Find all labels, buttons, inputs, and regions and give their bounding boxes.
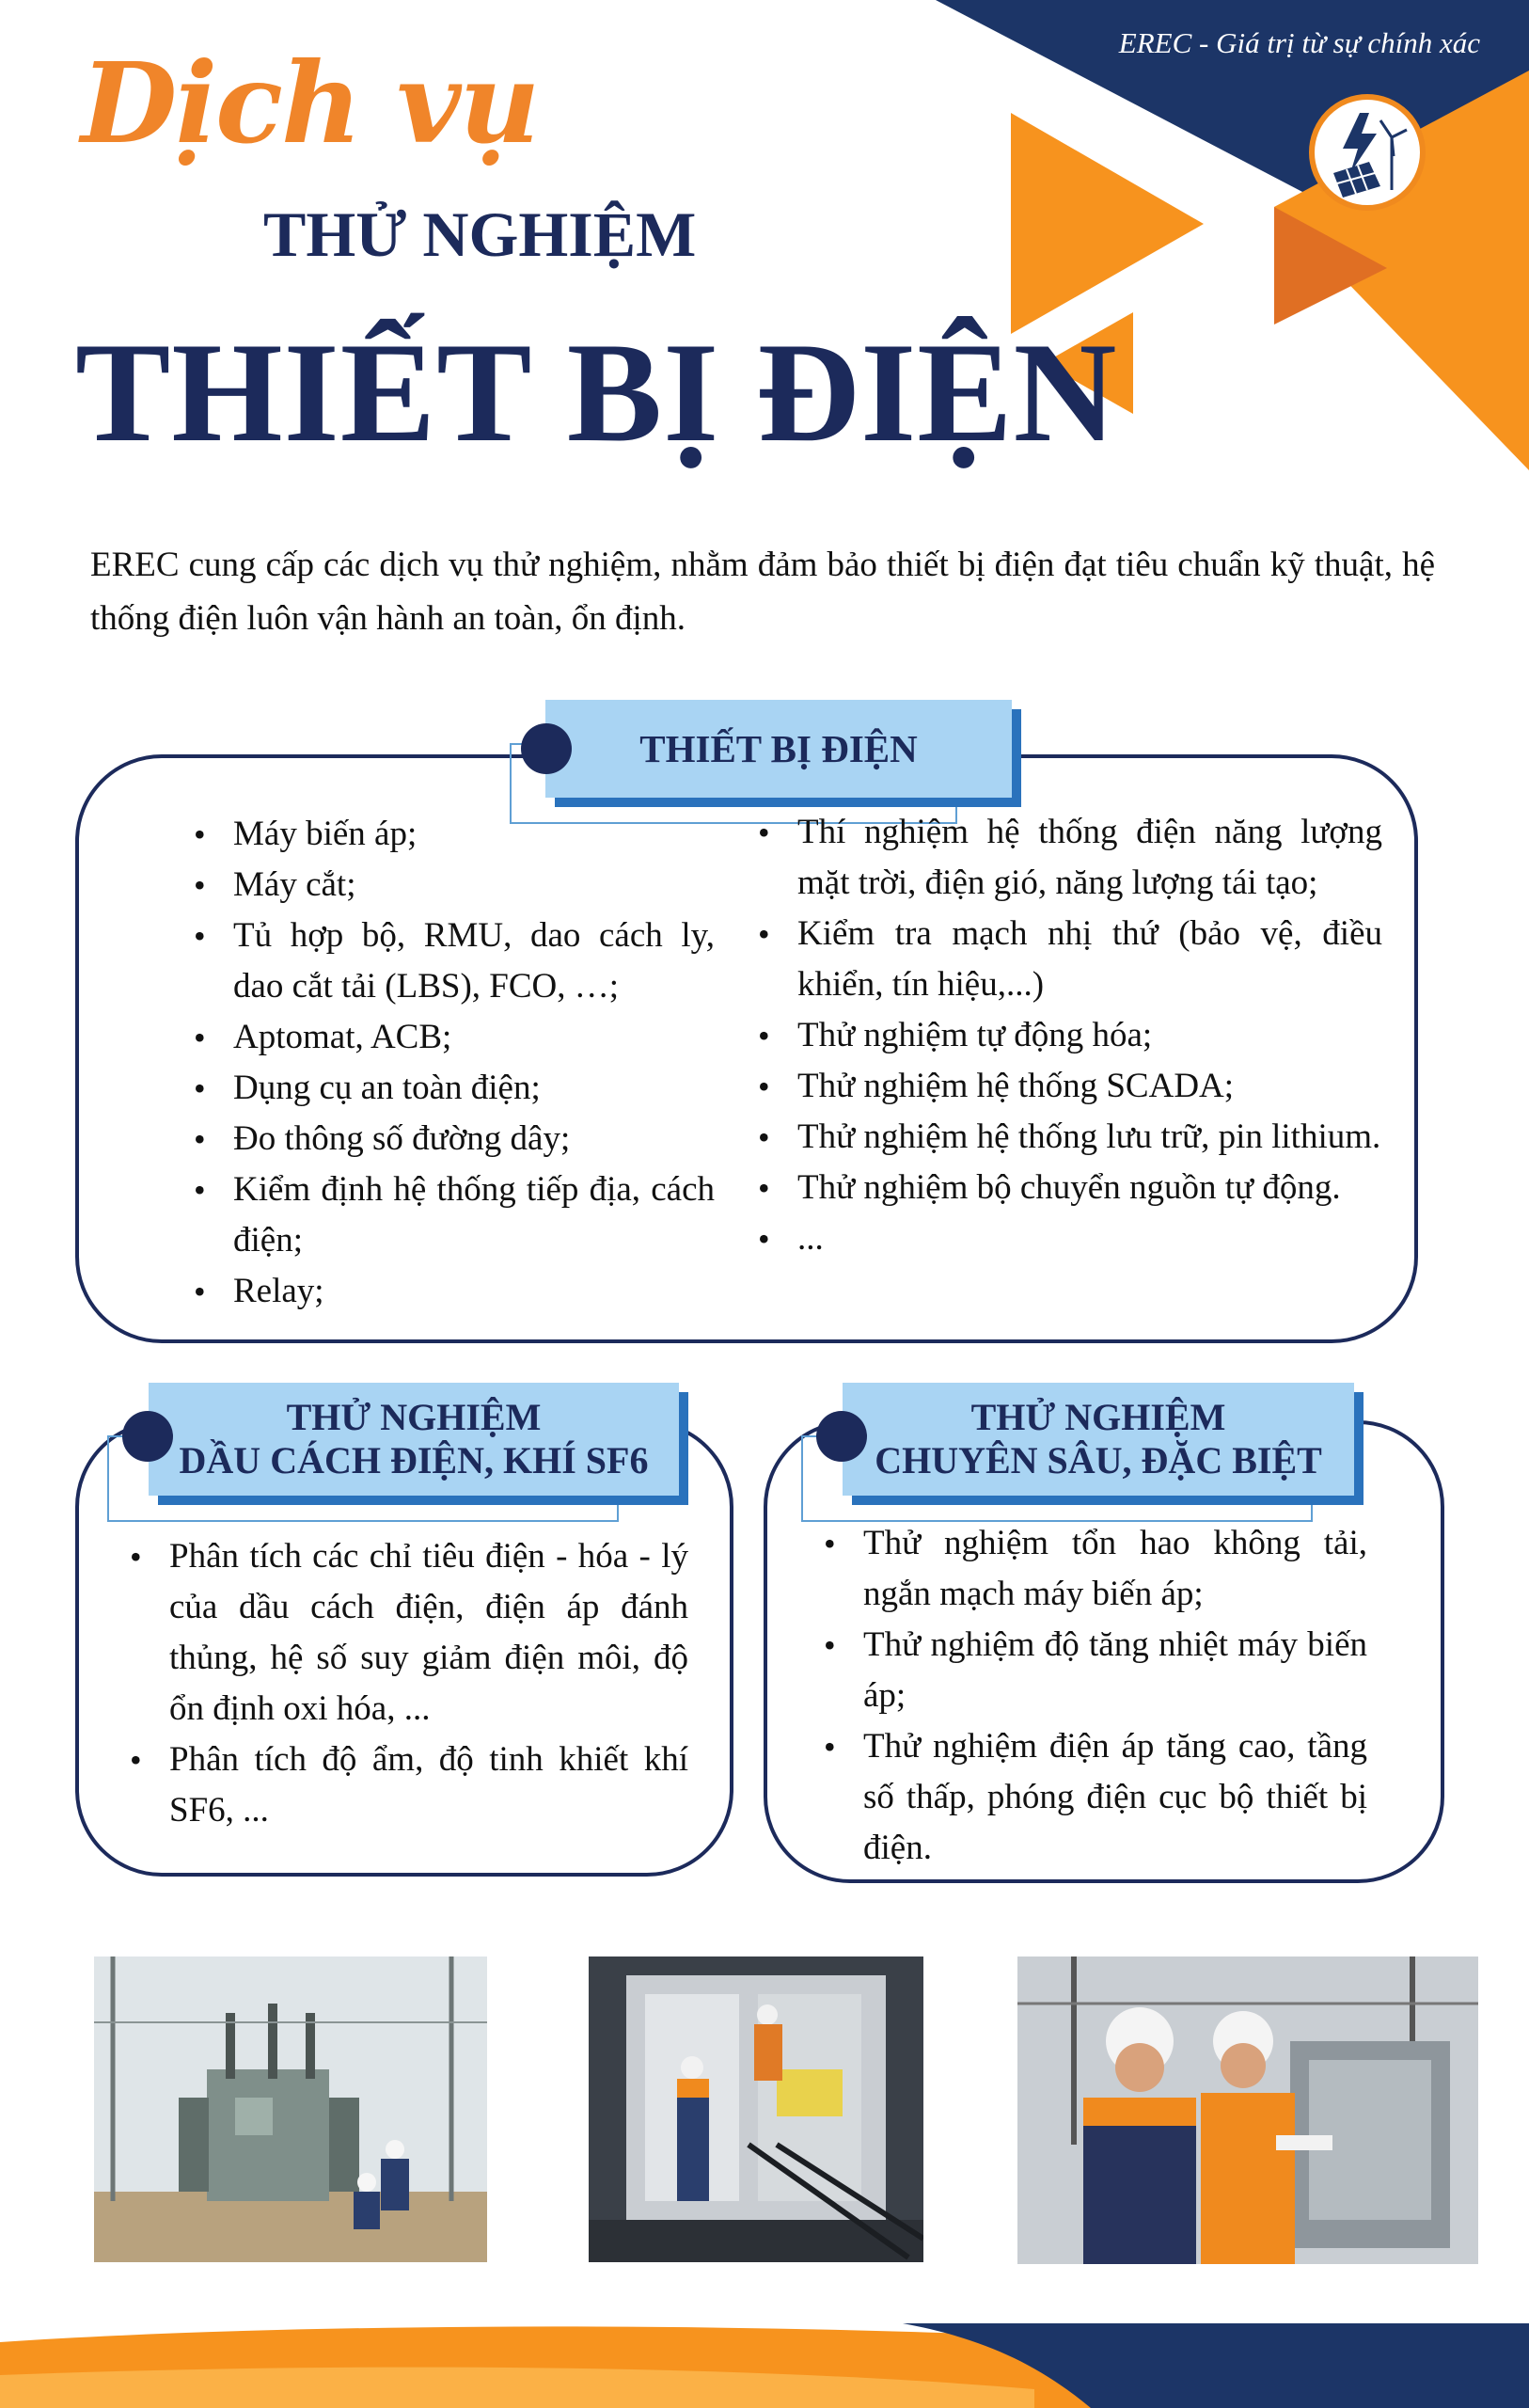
special-title-dot [816,1411,867,1462]
equipment-list-item: • Kiểm tra mạch nhị thứ (bảo vệ, điều khiển, tín hiệu,...) [752,909,1382,1010]
equipment-title-dot [521,723,572,774]
oil-list [124,1531,688,1836]
equipment-section-title: THIẾT BỊ ĐIỆN [545,700,1012,798]
special-title-line2: CHUYÊN SÂU, ĐẶC BIỆT [875,1439,1322,1481]
oil-title-line1: THỬ NGHIỆM [286,1396,542,1438]
erec-logo-icon [1309,94,1426,211]
oil-section-title [149,1383,679,1496]
equipment-list-item: • Máy biến áp; [188,809,715,860]
oil-list-item: • Phân tích độ ẩm, độ tinh khiết khí SF6, ... [124,1735,688,1836]
equipment-list-item: • Thử nghiệm hệ thống SCADA; [752,1061,1382,1112]
slogan: EREC - Giá trị từ sự chính xác [1118,26,1480,59]
special-list-item: • Thử nghiệm điện áp tăng cao, tầng số thấp, phóng điện cục bộ thiết bị điện. [818,1721,1367,1874]
equipment-list-item: • Kiểm định hệ thống tiếp địa, cách điện; [188,1164,715,1266]
equipment-list-item: • Relay; [188,1266,715,1317]
oil-list-item: • Phân tích các chỉ tiêu điện - hóa - lý của dầu cách điện, điện áp đánh thủng, hệ số suy giảm điện môi, độ ổn định oxi hóa, ... [124,1531,688,1735]
subtitle: THỬ NGHIỆM [263,198,697,270]
equipment-list-item: • ... [752,1213,1382,1264]
special-section-title [843,1383,1354,1496]
equipment-list-item: • Dụng cụ an toàn điện; [188,1063,715,1114]
oil-title-dot [122,1411,173,1462]
special-title-line1: THỬ NGHIỆM [970,1396,1226,1438]
equipment-list-item: • Aptomat, ACB; [188,1012,715,1063]
equipment-list-item: • Máy cắt; [188,860,715,911]
special-list-item: • Thử nghiệm độ tăng nhiệt máy biến áp; [818,1620,1367,1721]
equipment-list-item: • Thử nghiệm tự động hóa; [752,1010,1382,1061]
equipment-list-item: • Tủ hợp bộ, RMU, dao cách ly, dao cắt tải (LBS), FCO, …; [188,911,715,1012]
oil-title-line2: DẦU CÁCH ĐIỆN, KHÍ SF6 [179,1439,649,1481]
equipment-list-item: • Thử nghiệm hệ thống lưu trữ, pin lithium. [752,1112,1382,1163]
equipment-list-item: • Đo thông số đường dây; [188,1114,715,1164]
equipment-list-item: • Thí nghiệm hệ thống điện năng lượng mặt trời, điện gió, năng lượng tái tạo; [752,807,1382,909]
main-title: THIẾT BỊ ĐIỆN [75,313,1118,471]
footer-decoration [0,2323,1529,2408]
equipment-list-item: • Thử nghiệm bộ chuyển nguồn tự động. [752,1163,1382,1213]
special-list-item: • Thử nghiệm tổn hao không tải, ngắn mạch máy biến áp; [818,1518,1367,1620]
photo-engineers-inspection [1017,1956,1478,2264]
special-list [818,1518,1367,1874]
equipment-right-list [752,807,1382,1264]
script-title: Dịch vụ [81,38,539,168]
equipment-left-list [188,809,715,1317]
photo-switchgear-cabinet [589,1956,923,2262]
intro-paragraph: EREC cung cấp các dịch vụ thử nghiệm, nhằm đảm bảo thiết bị điện đạt tiêu chuẩn kỹ thuật, hệ thống điện luôn vận hành an toàn, ổn định. [90,546,1435,638]
photo-transformer-substation [94,1956,487,2262]
